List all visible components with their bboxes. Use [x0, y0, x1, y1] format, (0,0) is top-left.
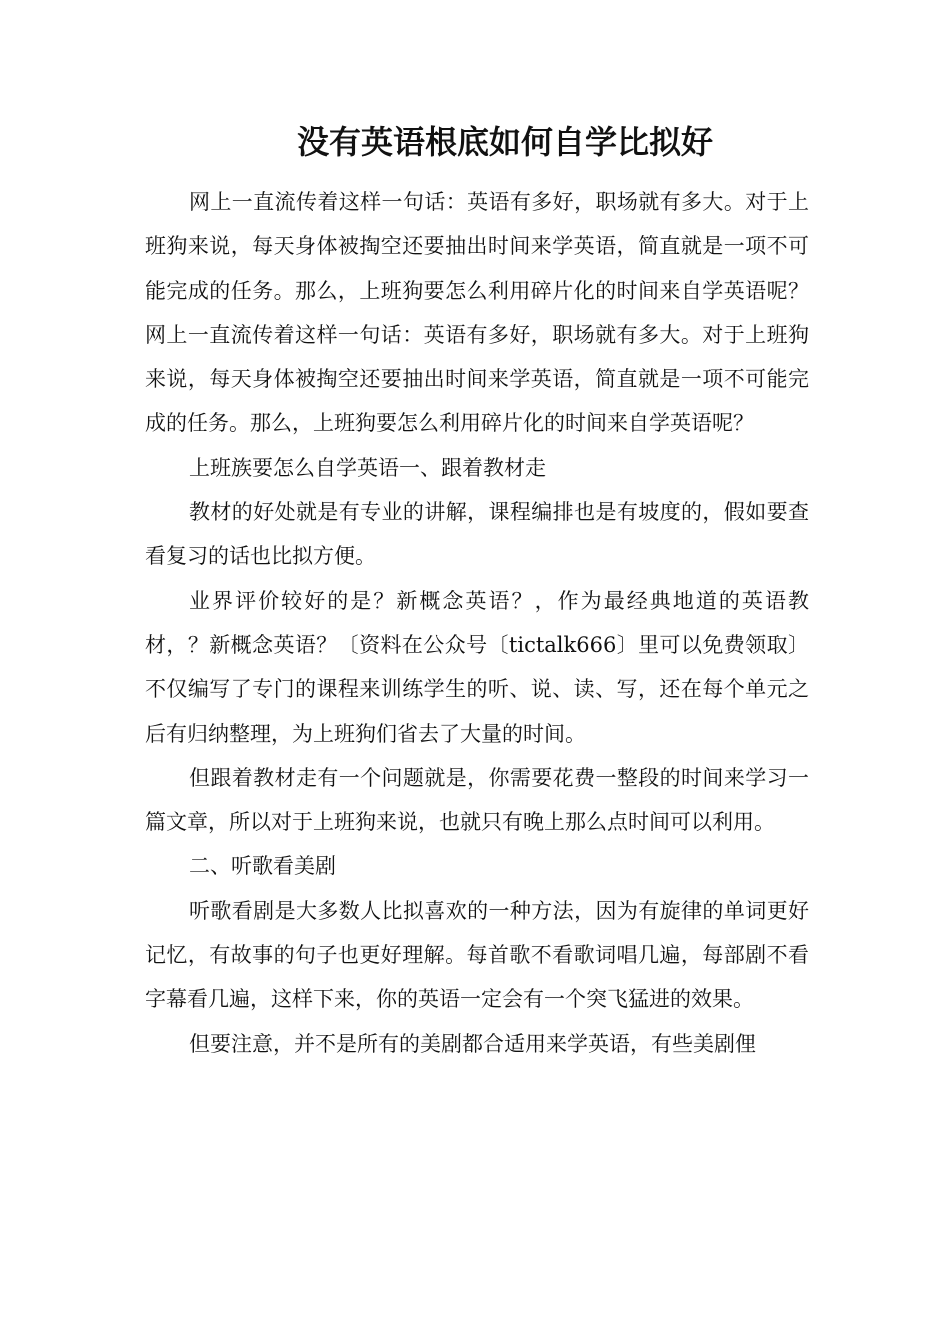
section-heading-textbook: 上班族要怎么自学英语一、跟着教材走: [189, 455, 546, 480]
paragraph-shows-caution: 但要注意，并不是所有的美剧都合适用来学英语，有些美剧俚: [189, 1031, 756, 1056]
paragraph-songs-shows: 听歌看剧是大多数人比拟喜欢的一种方法，因为有旋律的单词更好记忆，有故事的句子也更好理解。每首歌不看歌词唱几遍，每部剧不看字幕看几遍，这样下来，你的英语一定会有一个突飞猛进的效果。: [145, 898, 809, 1012]
paragraph-textbook-drawback: 但跟着教材走有一个问题就是，你需要花费一整段的时间来学习一篇文章，所以对于上班狗来说，也就只有晚上那么点时间可以利用。: [145, 765, 809, 835]
paragraph-new-concept-english: 业界评价较好的是？新概念英语？，作为最经典地道的英语教材，？新概念英语？〔资料在公众号〔tictalk666〕里可以免费领取〕不仅编写了专门的课程来训练学生的听、说、读、写，还在每个单元之后有归纳整理，为上班狗们省去了大量的时间。: [145, 588, 809, 746]
document-title: 没有英语根底如何自学比拟好: [296, 123, 713, 161]
section-heading-songs-shows: 二、听歌看美剧: [189, 854, 336, 879]
document-body: [145, 180, 809, 1066]
paragraph-textbook-benefits: 教材的好处就是有专业的讲解，课程编排也是有坡度的，假如要查看复习的话也比拟方便。: [145, 500, 809, 569]
paragraph-intro: 网上一直流传着这样一句话：英语有多好，职场就有多大。对于上班狗来说，每天身体被掏空还要抽出时间来学英语，简直就是一项不可能完成的任务。那么，上班狗要怎么利用碎片化的时间来自学英语呢？网上一直流传着这样一句话：英语有多好，职场就有多大。对于上班狗来说，每天身体被掏空还要抽出时间来学英语，简直就是一项不可能完成的任务。那么，上班狗要怎么利用碎片化的时间来自学英语呢？: [145, 190, 809, 436]
